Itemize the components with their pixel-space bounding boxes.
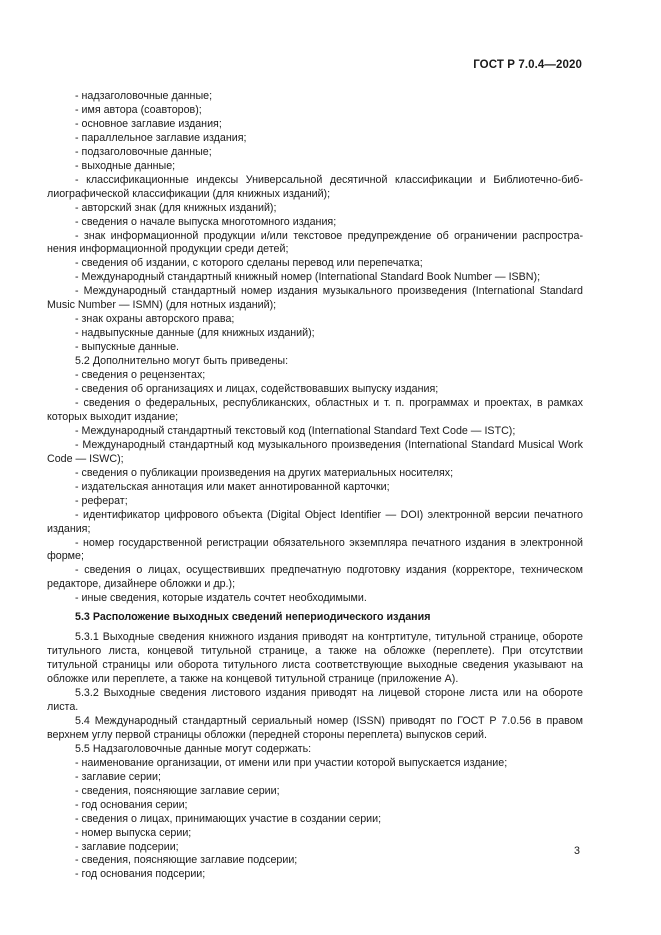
paragraph: - Международный стандартный код музыкального произведения (International Standard Musical Work Code — ISWC); [47, 438, 583, 465]
paragraph: - издательская аннотация или макет аннотированной карточки; [75, 480, 390, 493]
paragraph: - год основания подсерии; [75, 868, 206, 881]
paragraph: - номер государственной регистрации обязательного экземпляра печатного издания в электронной форме; [47, 536, 583, 563]
paragraph: - параллельное заглавие издания; [75, 131, 247, 144]
paragraph: - иные сведения, которые издатель сочтет необходимыми. [75, 592, 367, 605]
paragraph: - сведения о публикации произведения на других материальных носителях; [75, 466, 454, 479]
paragraph: - сведения о федеральных, республиканских, областных и т. п. программах и проектах, в рамках которых выходит издание; [47, 396, 583, 423]
paragraph: 5.5 Надзаголовочные данные могут содержать: [75, 742, 312, 755]
paragraph: - наименование организации, от имени или при участии которой выпускается издание; [75, 756, 508, 769]
paragraph: - классификационные индексы Универсальной десятичной классификации и Библиотечно-библиографической классификации (для книжных изданий); [47, 173, 583, 200]
paragraph: - надзаголовочные данные; [75, 90, 213, 102]
paragraph: - идентификатор цифрового объекта (Digital Object Identifier — DOI) электронной версии печатного издания; [47, 508, 583, 535]
paragraph: - надвыпускные данные (для книжных изданий); [75, 327, 315, 340]
standard-code-header: ГОСТ Р 7.0.4—2020 [473, 59, 582, 71]
paragraph: - выпускные данные. [75, 341, 179, 354]
section-heading: 5.3 Расположение выходных сведений непериодического издания [75, 611, 431, 624]
paragraph: - Международный стандартный текстовый код (International Standard Text Code — ISTC); [75, 424, 516, 437]
paragraph: - авторский знак (для книжных изданий); [75, 201, 277, 214]
paragraph: 5.2 Дополнительно могут быть приведены: [75, 355, 289, 368]
page-number: 3 [574, 845, 580, 857]
document-body [47, 90, 583, 882]
paragraph: - основное заглавие издания; [75, 117, 222, 130]
paragraph: - выходные данные; [75, 159, 176, 172]
paragraph: - сведения об организациях и лицах, содействовавших выпуску издания; [75, 383, 439, 396]
paragraph: - имя автора (соавторов); [75, 103, 202, 116]
paragraph: - сведения об издании, с которого сделаны перевод или перепечатка; [75, 257, 423, 270]
paragraph: - сведения, поясняющие заглавие подсерии; [75, 854, 298, 867]
paragraph: 5.4 Международный стандартный сериальный номер (ISSN) приводят по ГОСТ Р 7.0.56 в правом верхнем углу первой страницы обложки (передней стороны переплета) выпусков серий. [47, 714, 583, 741]
paragraph: - знак информационной продукции и/или текстовое предупреждение об ограничении распространения информационной продукции среди детей; [47, 229, 583, 256]
paragraph: - знак охраны авторского права; [75, 313, 235, 326]
paragraph: - подзаголовочные данные; [75, 145, 212, 158]
paragraph: - заглавие подсерии; [75, 840, 179, 853]
paragraph: - заглавие серии; [75, 770, 161, 783]
paragraph: 5.3.2 Выходные сведения листового издания приводят на лицевой стороне листа или на обороте листа. [47, 687, 583, 713]
paragraph: - сведения о начале выпуска многотомного издания; [75, 215, 337, 228]
paragraph: - Международный стандартный номер издания музыкального произведения (International Standard Music Number — ISMN) (для нотных изданий); [47, 285, 583, 312]
paragraph: - сведения о лицах, осуществивших предпечатную подготовку издания (корректоре, техническом редакторе, дизайнере обложки и др.); [47, 564, 583, 591]
paragraph: - сведения о рецензентах; [75, 369, 206, 382]
paragraph: - сведения, поясняющие заглавие серии; [75, 784, 280, 797]
paragraph: - год основания серии; [75, 798, 188, 811]
paragraph: 5.3.1 Выходные сведения книжного издания приводят на контртитуле, титульной странице, обороте титульного листа, концевой титульной странице, а также на обложке (переплете). При отсутствии титульной страницы или оборота титульного листа соответствующие выходные сведения указывают на обложке или переплете, а также на концевой титульной странице (приложение А). [47, 631, 583, 686]
paragraph: - сведения о лицах, принимающих участие в создании серии; [75, 812, 382, 825]
paragraph: - реферат; [75, 494, 128, 507]
paragraph: - Международный стандартный книжный номер (International Standard Book Number — ISBN); [75, 271, 541, 284]
paragraph: - номер выпуска серии; [75, 826, 192, 839]
